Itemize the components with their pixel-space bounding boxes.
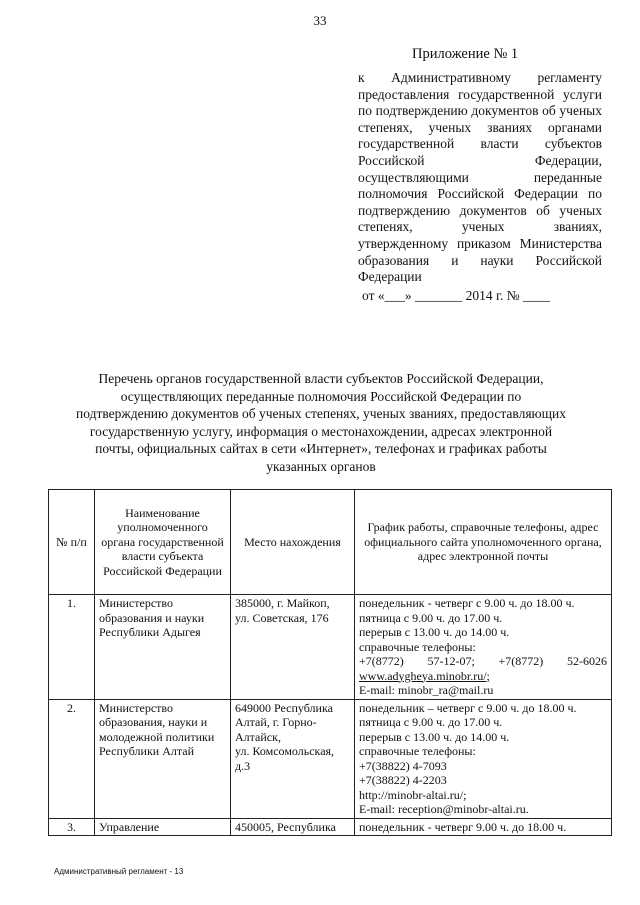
appendix-date-line: от «___» _______ 2014 г. № ____ <box>362 287 550 303</box>
table-row <box>49 818 612 836</box>
row-schedule <box>355 595 612 700</box>
row-location <box>231 595 355 700</box>
name-line: Республики Алтай <box>99 744 194 758</box>
header-schedule: График работы, справочные телефоны, адрес официального сайта уполномоченного органа, адрес электронной почты <box>355 490 612 595</box>
list-title-line: почты, официальных сайтах в сети «Интернет», телефонах и графиках работы <box>95 441 547 456</box>
schedule-line: понедельник - четверг 9.00 ч. до 18.00 ч. <box>359 819 567 834</box>
schedule-line: пятница с 9.00 ч. до 17.00 ч. <box>359 610 503 625</box>
appendix-text: к Административному регламенту предоставления государственной услуги по подтверждению документов об ученых степенях, ученых званиях органами государственной власти субъектов Российской Федерации, осуществляющими переданные полномочия Российской Федерации по подтверждению документов об ученых степенях, ученых званиях, утвержденному приказом Министерства образования и науки Российской Федерации <box>358 70 602 285</box>
name-line: Управление <box>99 819 160 834</box>
phone-line: +7(38822) 4-2203 <box>359 773 447 787</box>
appendix-title: Приложение № 1 <box>412 46 519 62</box>
phone-line <box>359 654 607 669</box>
row-location <box>231 699 355 818</box>
page-number: 33 <box>313 13 327 28</box>
website-link[interactable]: http://minobr-altai.ru/; <box>359 787 467 802</box>
header-location: Место нахождения <box>231 490 355 595</box>
location-line: 649000 Республика <box>235 700 333 715</box>
schedule-line: справочные телефоны: <box>359 744 476 758</box>
name-line: образования, науки и <box>99 715 208 729</box>
row-name <box>95 699 231 818</box>
row-location <box>231 818 355 836</box>
phone-code: +7(8772) <box>498 654 544 668</box>
phone-number: 52-6026 <box>566 654 607 668</box>
schedule-line: понедельник - четверг с 9.00 ч. до 18.00 ч. <box>359 596 575 610</box>
schedule-line: понедельник – четверг с 9.00 ч. до 18.00 ч. <box>359 700 577 715</box>
list-title-line: подтверждению документов об ученых степенях, ученых званиях, предоставляющих <box>75 406 567 421</box>
location-line: ул. Комсомольская, <box>235 744 335 758</box>
schedule-line: перерыв с 13.00 ч. до 14.00 ч. <box>359 625 510 639</box>
row-name <box>95 595 231 700</box>
table-header-row <box>49 490 612 595</box>
row-schedule <box>355 699 612 818</box>
list-title-line: указанных органов <box>266 458 376 474</box>
header-name: Наименование уполномоченного органа государственной власти субъекта Российской Федерации <box>95 490 231 595</box>
table-row <box>49 699 612 818</box>
name-line: Министерство <box>99 700 173 715</box>
schedule-line: перерыв с 13.00 ч. до 14.00 ч. <box>359 729 510 744</box>
name-line: молодежной политики <box>99 729 215 744</box>
email-line: E-mail: minobr_ra@mail.ru <box>359 683 494 697</box>
list-title-line: Перечень органов государственной власти субъектов Российской Федерации, <box>98 371 544 386</box>
organizations-table <box>48 489 612 836</box>
appendix-body <box>358 70 602 304</box>
email-line: E-mail: reception@minobr-altai.ru. <box>359 802 529 816</box>
location-line: 385000, г. Майкоп, <box>235 596 330 610</box>
phone-code: +7(8772) <box>359 654 404 668</box>
row-num: 1. <box>49 595 95 700</box>
name-line: Министерство <box>99 596 173 610</box>
row-name <box>95 818 231 836</box>
list-title <box>52 370 590 475</box>
list-title-line: государственную услугу, информация о местонахождении, адресах электронной <box>89 423 553 439</box>
location-line: 450005, Республика <box>235 819 336 834</box>
location-line: Алтай, г. Горно- <box>235 715 317 729</box>
header-num: № п/п <box>49 490 95 595</box>
footer-text: Административный регламент - 13 <box>54 867 184 876</box>
website-link[interactable]: www.adygheya.minobr.ru/; <box>359 668 490 683</box>
location-line: д.3 <box>235 758 251 773</box>
phone-number: 57-12-07; <box>427 654 475 668</box>
list-title-line: осуществляющих переданные полномочия Российской Федерации по <box>120 388 522 404</box>
table-row <box>49 595 612 700</box>
location-line: ул. Советская, 176 <box>235 610 329 625</box>
row-schedule <box>355 818 612 836</box>
name-line: образования и науки <box>99 610 205 625</box>
schedule-line: справочные телефоны: <box>359 639 476 654</box>
phone-line: +7(38822) 4-7093 <box>359 758 447 773</box>
row-num: 2. <box>49 699 95 818</box>
location-line: Алтайск, <box>235 729 281 744</box>
name-line: Республики Адыгея <box>99 625 201 639</box>
row-num: 3. <box>49 818 95 836</box>
schedule-line: пятница с 9.00 ч. до 17.00 ч. <box>359 715 503 729</box>
